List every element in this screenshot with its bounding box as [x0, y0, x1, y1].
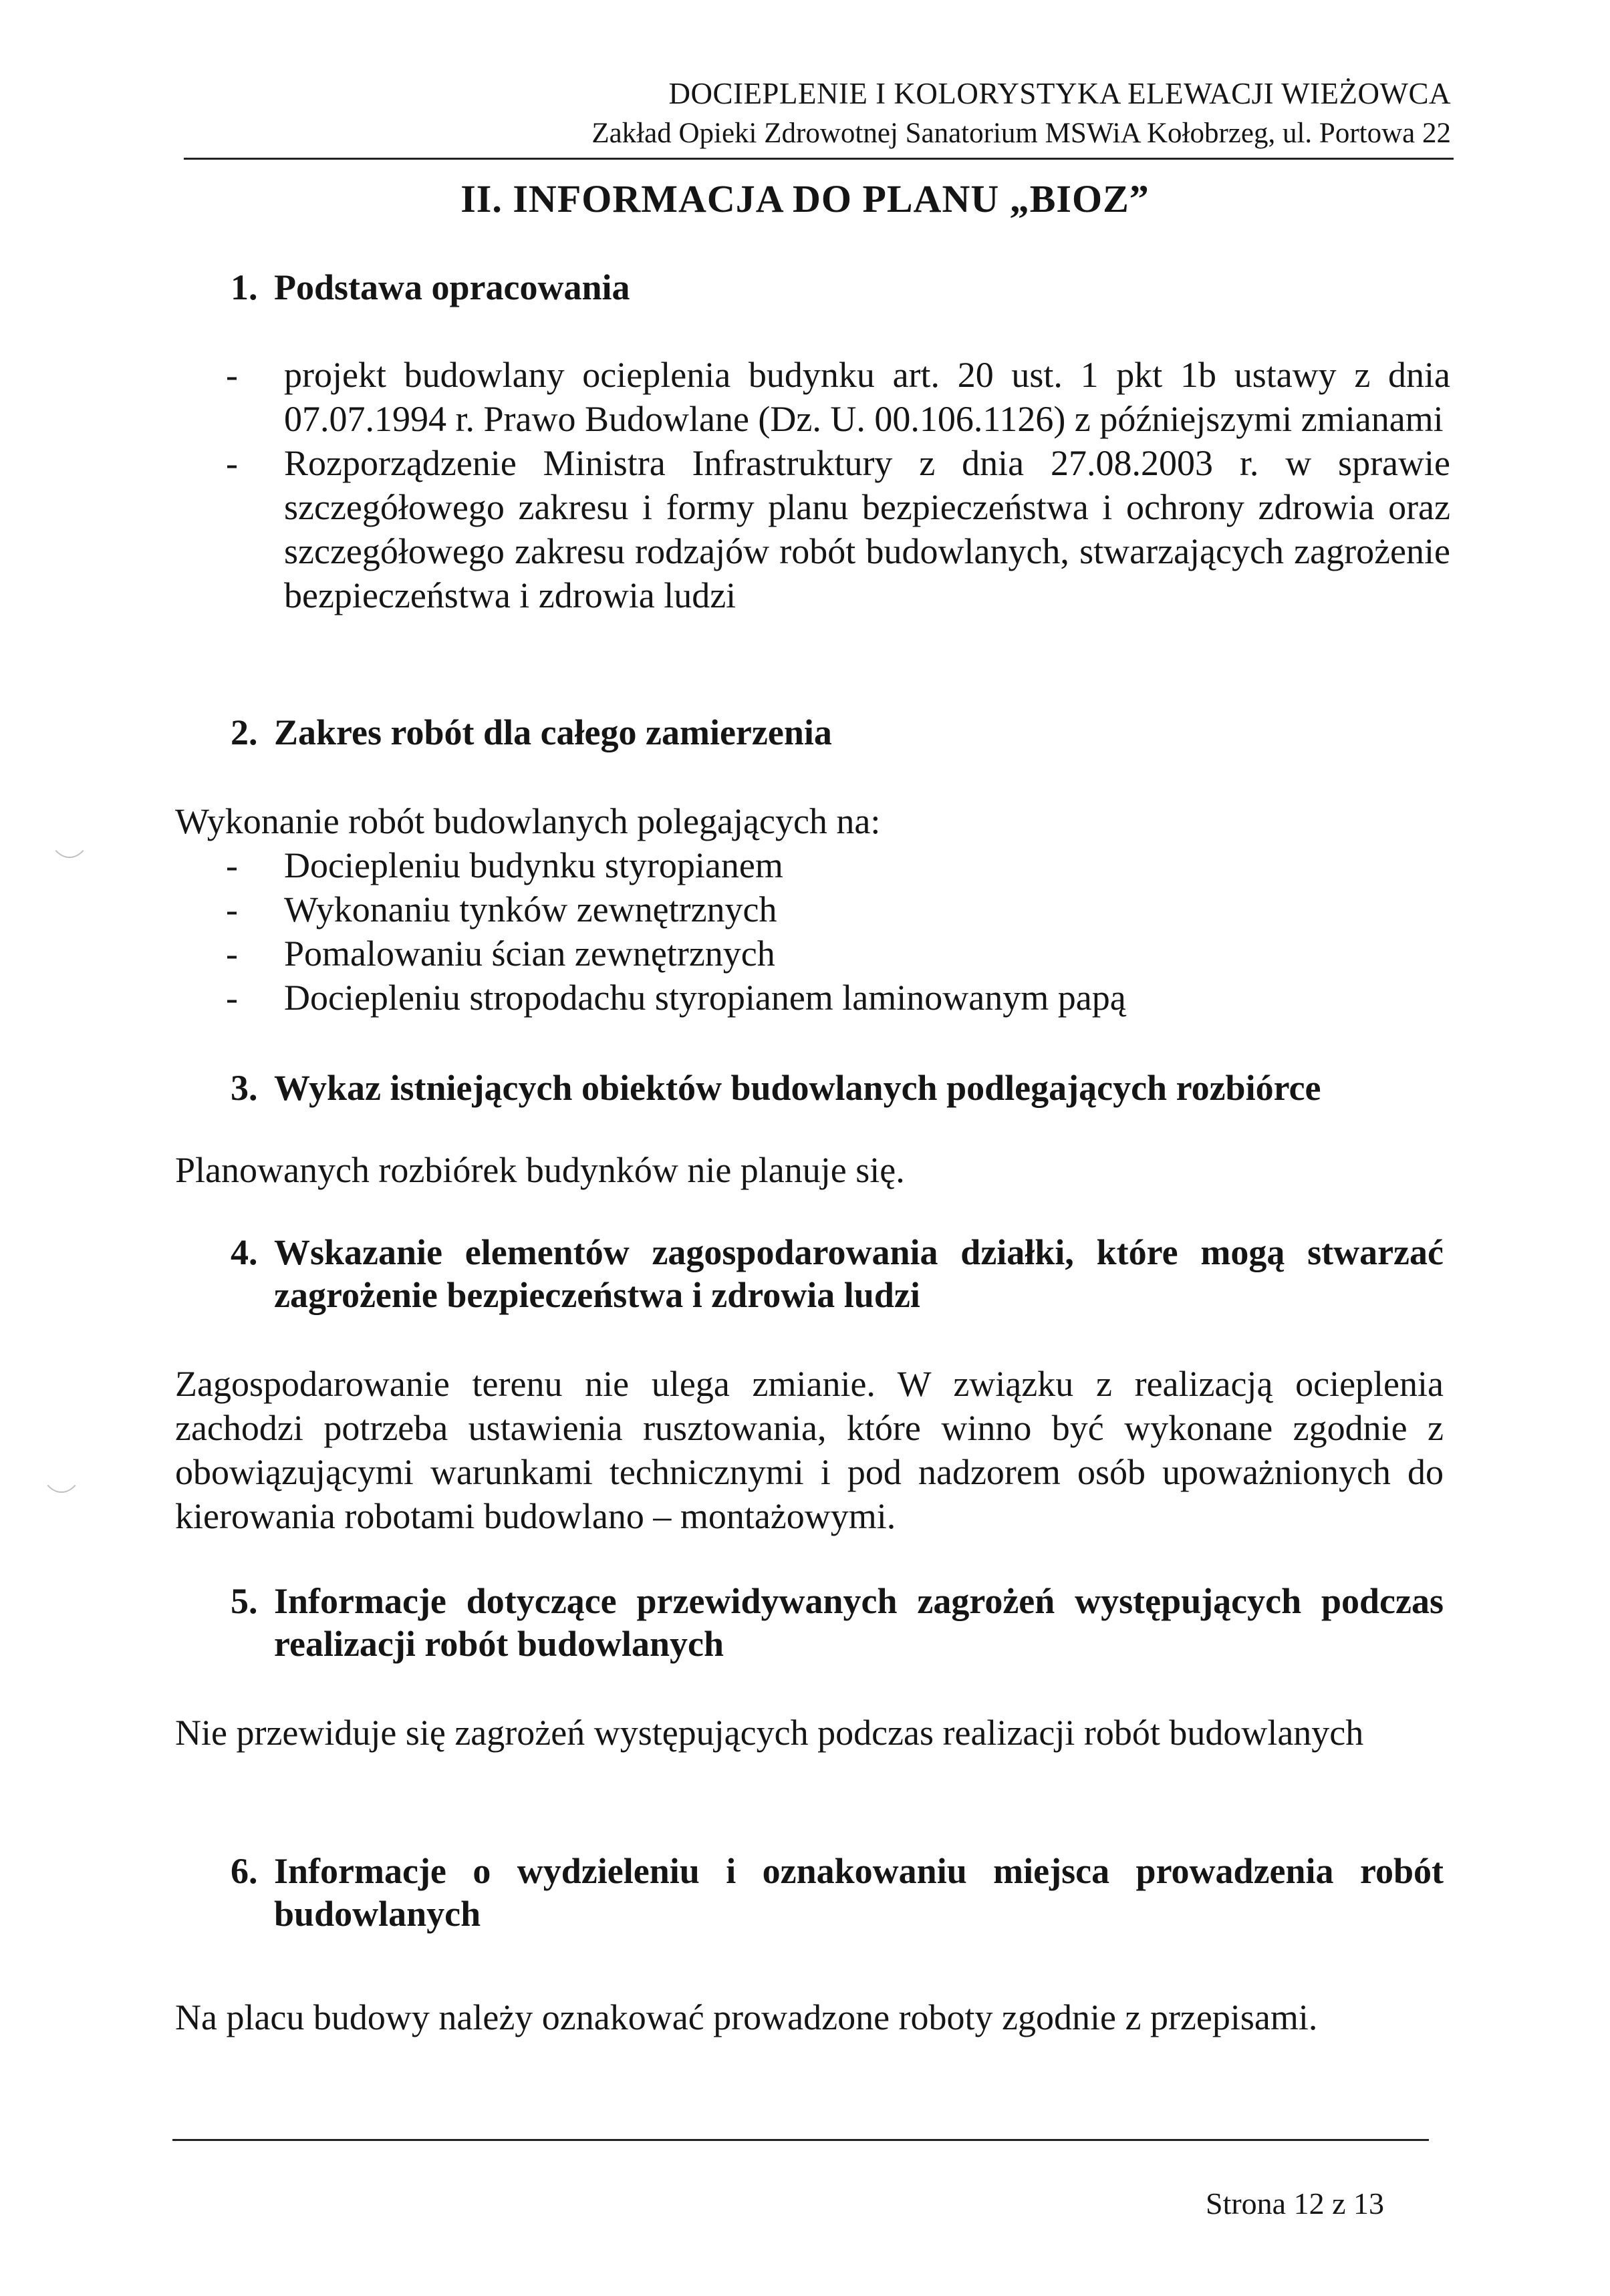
list-item: - Dociepleniu budynku styropianem [226, 845, 783, 885]
section-2-heading [231, 711, 832, 754]
section-2-title: Zakres robót dla całego zamierzenia [274, 712, 832, 752]
list-item: - Wykonaniu tynków zewnętrznych [226, 889, 777, 929]
page-title: II. INFORMACJA DO PLANU „BIOZ” [460, 177, 1150, 221]
section-5-text: Nie przewiduje się zagrożeń występujących podczas realizacji robót budowlanych [175, 1713, 1364, 1753]
header-project-title: DOCIEPLENIE I KOLORYSTYKA ELEWACJI WIEŻOWCA [668, 77, 1451, 110]
section-2-number: 2. [231, 712, 258, 752]
section-1-heading [231, 266, 630, 309]
punch-hole-mark [40, 1437, 83, 1493]
section-5-heading [231, 1580, 1444, 1665]
header-investor-address: Zakład Opieki Zdrowotnej Sanatorium MSWiA Kołobrzeg, ul. Portowa 22 [591, 118, 1451, 149]
section-3-heading [231, 1066, 1321, 1109]
list-item: - Pomalowaniu ścian zewnętrznych [226, 934, 775, 974]
section-2-list [221, 843, 1450, 1020]
section-6-heading [231, 1850, 1444, 1935]
list-item-text: Dociepleniu stropodachu styropianem laminowanym papą [284, 978, 1126, 1018]
document-header [591, 74, 1451, 154]
section-4-number: 4. [231, 1232, 258, 1272]
list-item: - projekt budowlany ocieplenia budynku art. 20 ust. 1 pkt 1b ustawy z dnia 07.07.1994 r. Prawo Budowlane (Dz. U. 00.106.1126) z późniejszymi zmianami [226, 355, 1450, 439]
section-5-number: 5. [231, 1581, 258, 1621]
section-4-heading [231, 1231, 1444, 1316]
section-4-text: Zagospodarowanie terenu nie ulega zmianie. W związku z realizacją ocieplenia zachodzi potrzeba ustawienia rusztowania, które winno być wykonane zgodnie z obowiązującymi warunkami technicznymi i pod nadzorem osób upoważnionych do kierowania robotami budowlano – montażowymi. [175, 1364, 1444, 1536]
list-item-text: Dociepleniu budynku styropianem [284, 845, 783, 885]
section-3-number: 3. [231, 1068, 258, 1108]
punch-hole-mark [48, 802, 91, 858]
section-6-text: Na placu budowy należy oznakować prowadzone roboty zgodnie z przepisami. [175, 1997, 1318, 2037]
list-item-text: Pomalowaniu ścian zewnętrznych [284, 934, 775, 974]
section-6-number: 6. [231, 1851, 258, 1891]
header-divider [184, 158, 1454, 160]
footer-divider [172, 2139, 1429, 2141]
section-1-list [221, 353, 1450, 617]
section-2-intro: Wykonanie robót budowlanych polegających na: [175, 801, 881, 841]
section-1-number: 1. [231, 267, 258, 307]
section-6-title: Informacje o wydzieleniu i oznakowaniu miejsca prowadzenia robót budowlanych [274, 1851, 1444, 1934]
list-item-text: Wykonaniu tynków zewnętrznych [284, 889, 777, 929]
list-item-text: Rozporządzenie Ministra Infrastruktury z dnia 27.08.2003 r. w sprawie szczegółowego zakresu i formy planu bezpieczeństwa i ochrony zdrowia oraz szczegółowego zakresu rodzajów robót budowlanych, stwarzających zagrożenie bezpieczeństwa i zdrowia ludzi [284, 443, 1450, 615]
section-3-text: Planowanych rozbiórek budynków nie planuje się. [175, 1150, 905, 1190]
section-3-title: Wykaz istniejących obiektów budowlanych podlegających rozbiórce [274, 1068, 1321, 1108]
list-item-text: projekt budowlany ocieplenia budynku art. 20 ust. 1 pkt 1b ustawy z dnia 07.07.1994 r. Prawo Budowlane (Dz. U. 00.106.1126) z późniejszymi zmianami [284, 355, 1450, 439]
list-item: - Rozporządzenie Ministra Infrastruktury z dnia 27.08.2003 r. w sprawie szczegółowego zakresu i formy planu bezpieczeństwa i ochrony zdrowia oraz szczegółowego zakresu rodzajów robót budowlanych, stwarzających zagrożenie bezpieczeństwa i zdrowia ludzi [226, 443, 1450, 615]
section-1-title: Podstawa opracowania [274, 267, 630, 307]
list-item: - Dociepleniu stropodachu styropianem laminowanym papą [226, 978, 1126, 1018]
page-number: Strona 12 z 13 [1205, 2186, 1384, 2220]
section-4-title: Wskazanie elementów zagospodarowania działki, które mogą stwarzać zagrożenie bezpieczeństwa i zdrowia ludzi [274, 1232, 1444, 1315]
section-5-title: Informacje dotyczące przewidywanych zagrożeń występujących podczas realizacji robót budowlanych [274, 1581, 1444, 1664]
